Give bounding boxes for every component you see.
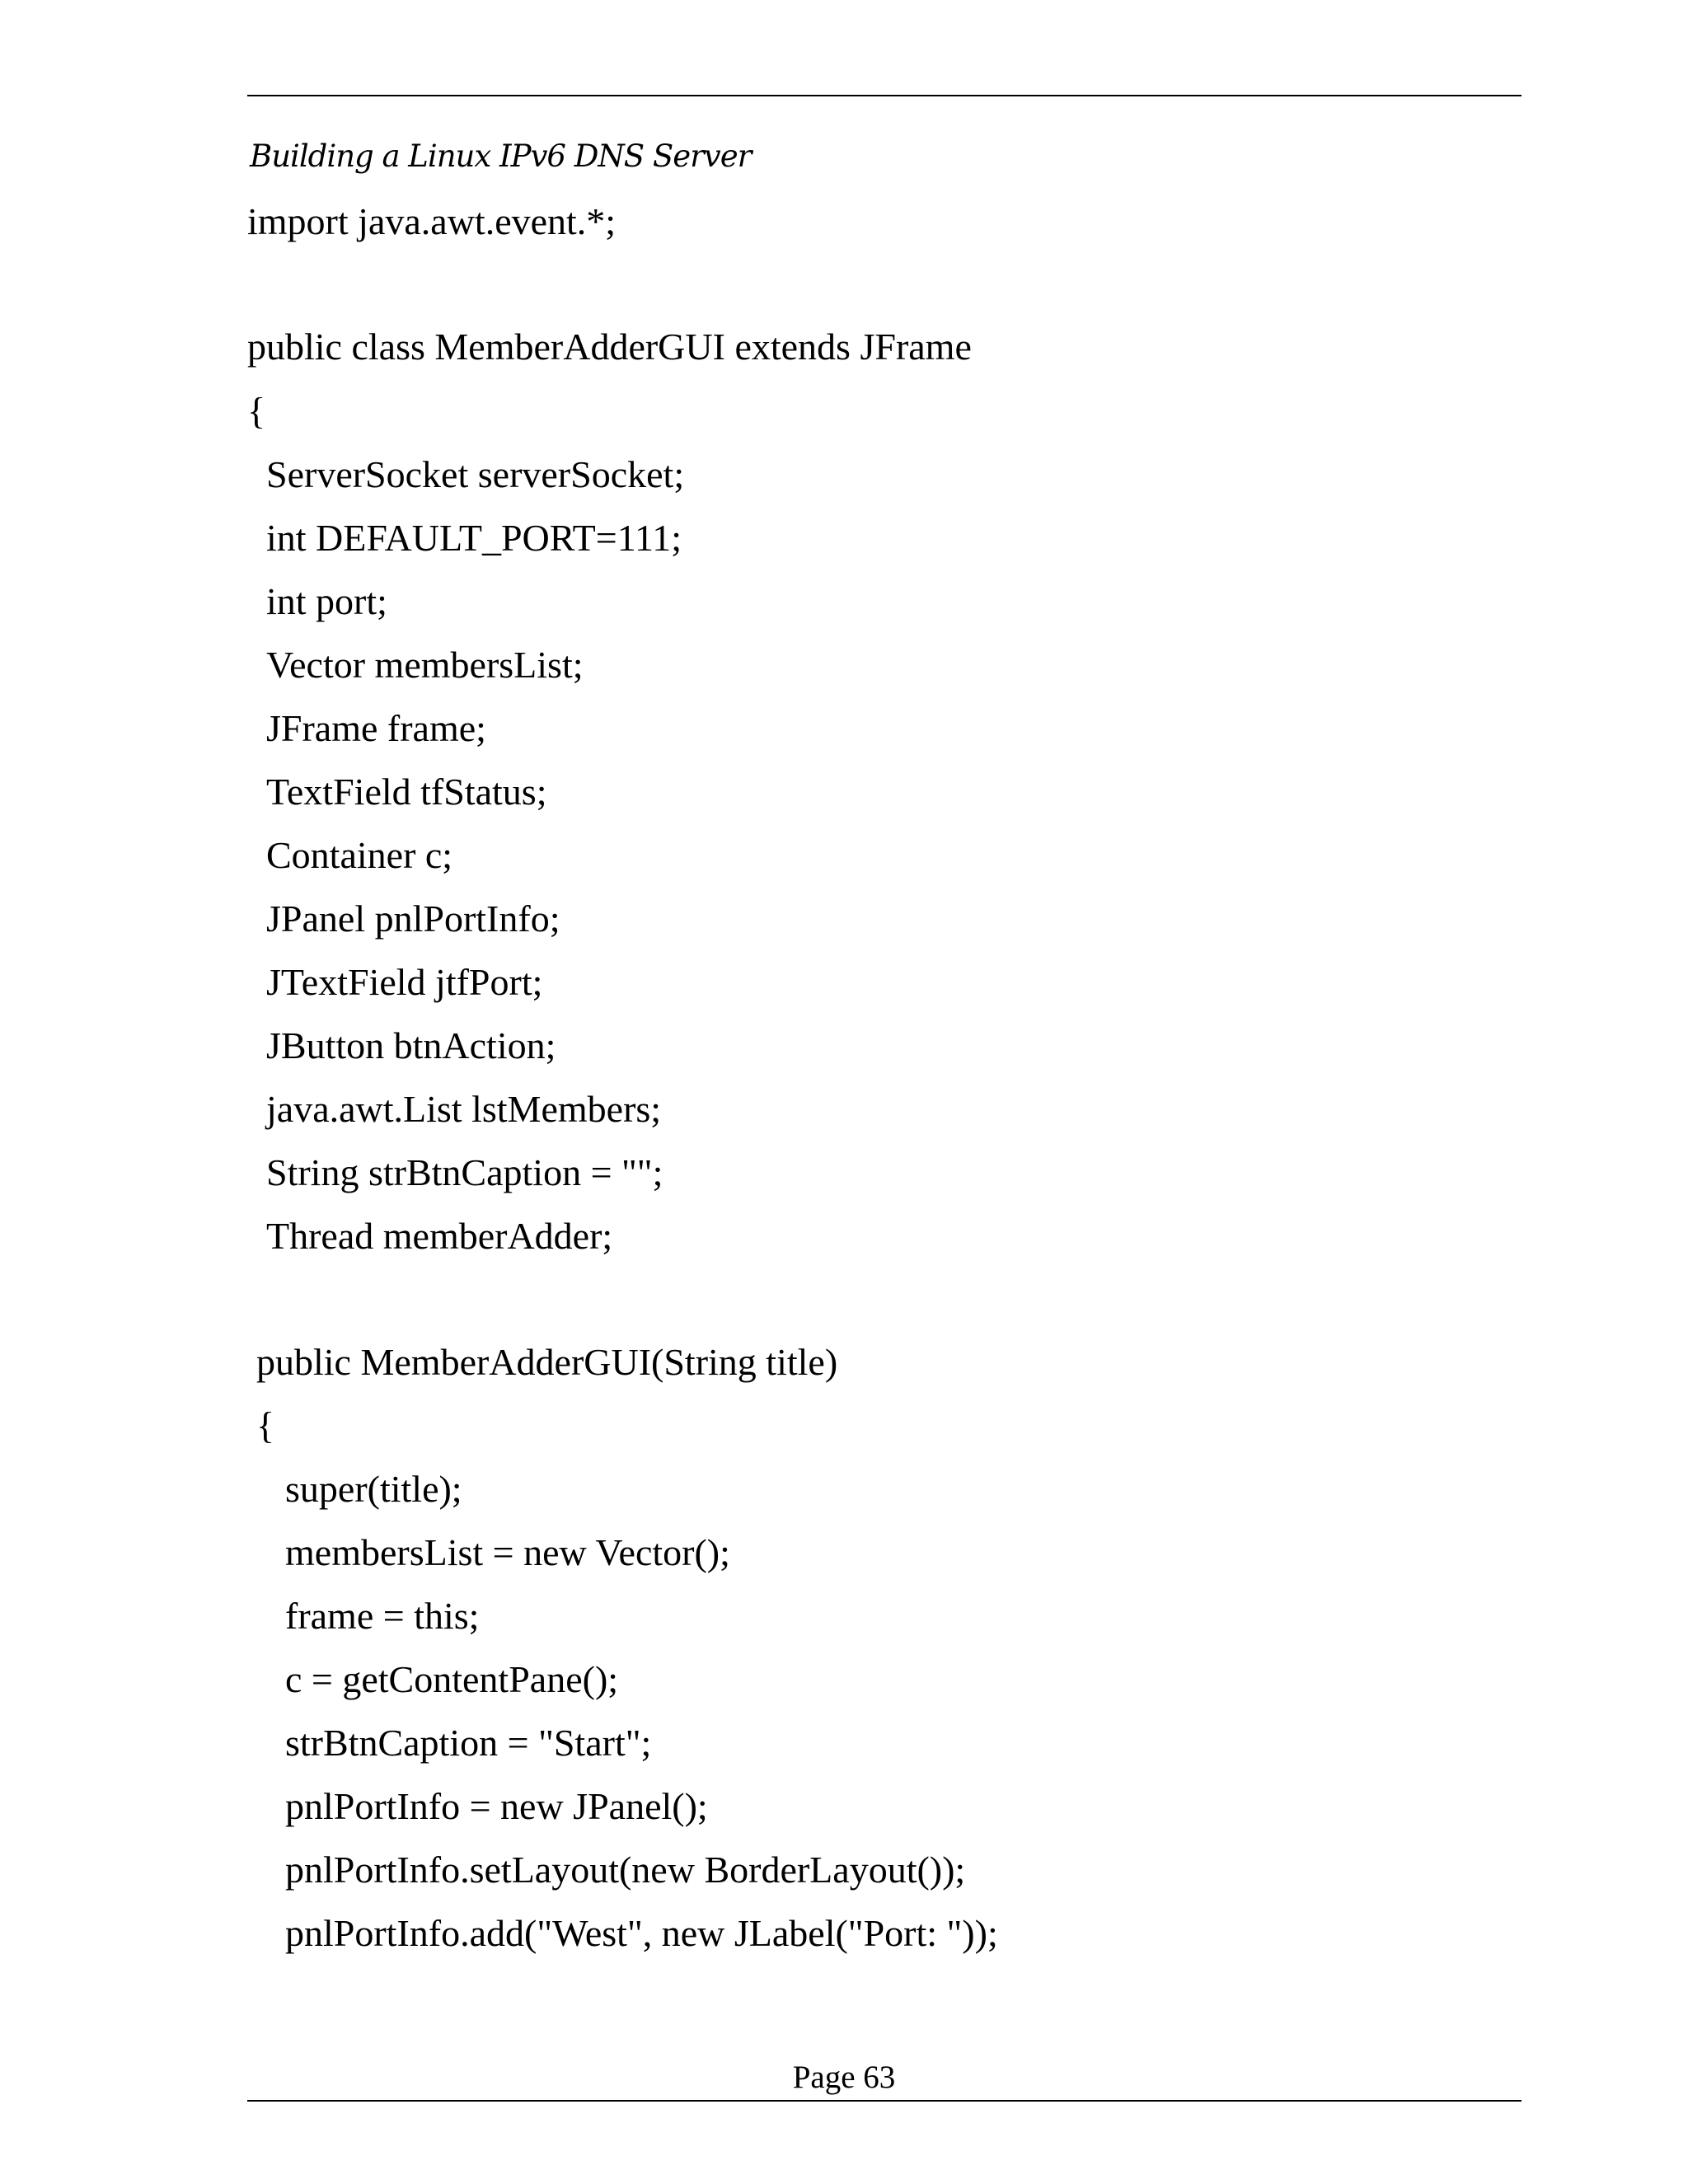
code-line: JFrame frame;	[266, 707, 486, 749]
code-line: TextField tfStatus;	[266, 771, 547, 813]
code-line: JButton btnAction;	[266, 1024, 556, 1066]
code-line: public MemberAdderGUI(String title)	[256, 1341, 838, 1383]
code-line: String strBtnCaption = "";	[266, 1151, 663, 1193]
code-line: pnlPortInfo.add("West", new JLabel("Port: "));	[285, 1912, 998, 1954]
footer-rule	[247, 2100, 1522, 2102]
code-line: public class MemberAdderGUI extends JFrame	[247, 326, 972, 368]
code-line: Container c;	[266, 834, 453, 876]
running-header: Building a Linux IPv6 DNS Server	[250, 138, 752, 174]
page-number: Page 63	[792, 2060, 896, 2095]
code-line: JPanel pnlPortInfo;	[266, 898, 560, 940]
code-line: Thread memberAdder;	[266, 1215, 613, 1257]
code-line: membersList = new Vector();	[285, 1531, 730, 1573]
code-line: ServerSocket serverSocket;	[266, 453, 685, 495]
code-line: int DEFAULT_PORT=111;	[266, 517, 682, 559]
code-line: frame = this;	[285, 1595, 480, 1637]
code-line: Vector membersList;	[266, 644, 584, 686]
code-line: int port;	[266, 580, 387, 622]
code-line: pnlPortInfo.setLayout(new BorderLayout());	[285, 1849, 966, 1891]
code-line: {	[247, 390, 266, 432]
code-line: pnlPortInfo = new JPanel();	[285, 1785, 708, 1827]
code-line: super(title);	[285, 1468, 462, 1510]
code-line: import java.awt.event.*;	[247, 200, 617, 242]
code-line: c = getContentPane();	[285, 1658, 619, 1700]
code-line: JTextField jtfPort;	[266, 961, 543, 1003]
code-line: java.awt.List lstMembers;	[266, 1088, 662, 1130]
code-line: {	[256, 1404, 275, 1446]
code-line: strBtnCaption = "Start";	[285, 1722, 652, 1764]
